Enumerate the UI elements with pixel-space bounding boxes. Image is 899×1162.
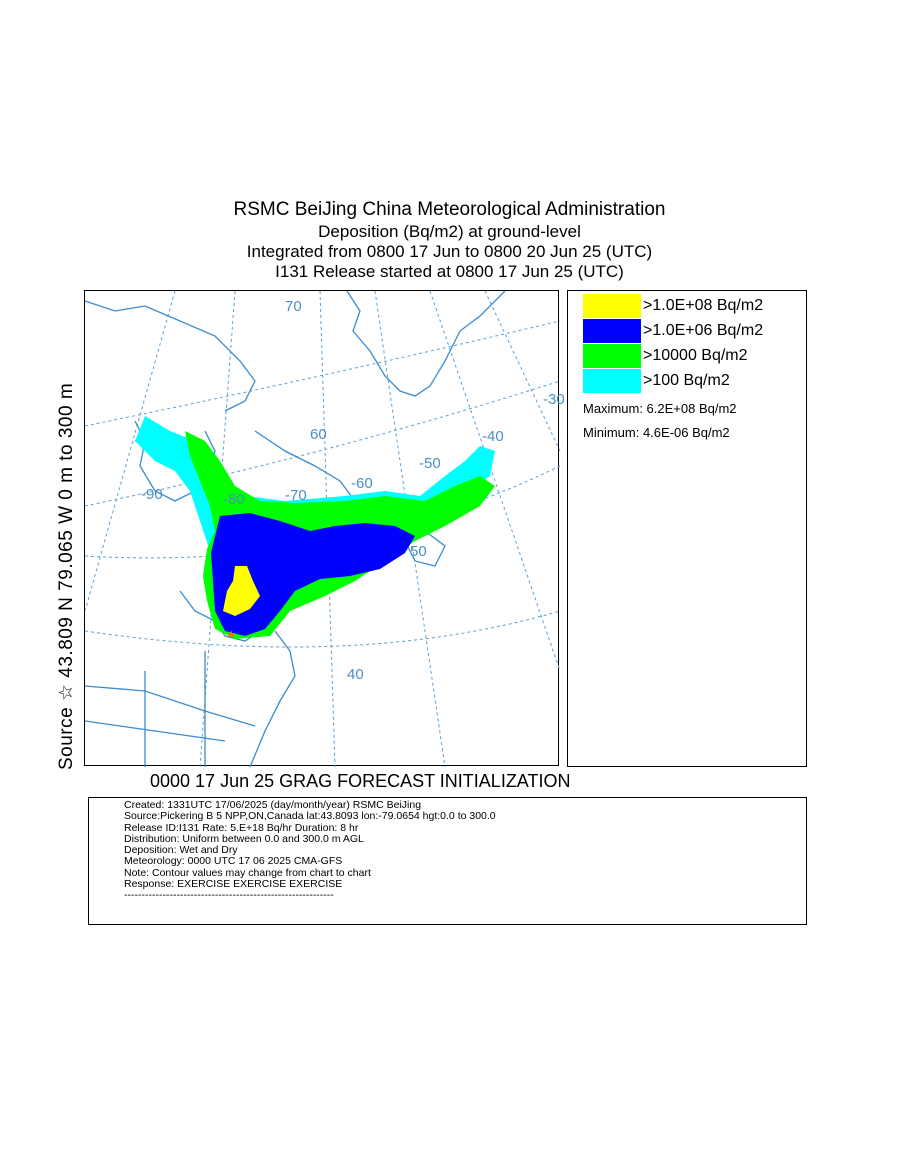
us-east-coast xyxy=(250,631,295,767)
deposition-plume xyxy=(135,416,495,639)
legend-swatch-cyan xyxy=(583,369,641,393)
lat-label-60: 60 xyxy=(310,426,327,443)
lon-line-40 xyxy=(485,291,560,451)
us-state-lines xyxy=(85,651,255,767)
lat-line-40 xyxy=(85,611,560,647)
info-source: Source:Pickering B 5 NPP,ON,Canada lat:43.8093 lon:-79.0654 hgt:0.0 to 300.0 xyxy=(124,810,496,823)
info-meteorology: Meteorology: 0000 UTC 17 06 2025 CMA-GFS xyxy=(124,855,343,868)
info-divider: ------------------------------------------------------------ xyxy=(124,889,334,902)
legend-label: >10000 Bq/m2 xyxy=(643,347,748,364)
lon-label-minus-80: -80 xyxy=(223,491,245,508)
run-info-box xyxy=(88,797,807,925)
baffin-coast xyxy=(85,301,255,411)
lat-label-40: 40 xyxy=(347,666,364,683)
legend-swatch-blue xyxy=(583,319,641,343)
lon-label-minus-30: -30 xyxy=(543,391,565,408)
lon-label-minus-40: -40 xyxy=(482,428,504,445)
maximum-value: Maximum: 6.2E+08 Bq/m2 xyxy=(583,401,737,416)
forecast-init-label: 0000 17 Jun 25 GRAG FORECAST INITIALIZATION xyxy=(150,771,571,791)
legend-label: >1.0E+08 Bq/m2 xyxy=(643,297,764,314)
legend-panel xyxy=(567,290,807,767)
lat-label-50: 50 xyxy=(410,543,427,560)
legend-label: >1.0E+06 Bq/m2 xyxy=(643,322,764,339)
legend-item-1e8 xyxy=(583,294,763,318)
lon-label-minus-90: -90 xyxy=(141,486,163,503)
info-deposition: Deposition: Wet and Dry xyxy=(124,844,238,857)
legend-item-1e6 xyxy=(583,319,763,343)
legend-swatch-green xyxy=(583,344,641,368)
legend-item-10000 xyxy=(583,344,748,368)
lon-label-minus-50: -50 xyxy=(419,455,441,472)
title-line-2: Deposition (Bq/m2) at ground-level xyxy=(318,222,581,241)
title-line-3: Integrated from 0800 17 Jun to 0800 20 Jun 25 (UTC) xyxy=(246,242,653,261)
lat-label-70: 70 xyxy=(285,298,302,315)
legend-item-100 xyxy=(583,369,730,393)
info-distribution: Distribution: Uniform between 0.0 and 300.0 m AGL xyxy=(124,832,364,845)
chart-title-block xyxy=(0,198,899,282)
map-panel xyxy=(84,290,565,766)
lat-line-70 xyxy=(85,321,560,426)
deposition-map xyxy=(85,291,565,767)
source-vertical-label: Source ☆ 43.809 N 79.065 W 0 m to 300 m xyxy=(56,382,77,770)
info-release: Release ID:I131 Rate: 5.E+18 Bq/hr Duration: 8 hr xyxy=(124,821,359,834)
legend-swatch-yellow xyxy=(583,294,641,318)
minimum-value: Minimum: 4.6E-06 Bq/m2 xyxy=(583,425,730,440)
lon-label-minus-70: -70 xyxy=(285,487,307,504)
greenland-coast xyxy=(347,291,505,396)
legend-label: >100 Bq/m2 xyxy=(643,372,730,389)
info-response: Response: EXERCISE EXERCISE EXERCISE xyxy=(124,878,343,891)
info-created: Created: 1331UTC 17/06/2025 (day/month/year) RSMC BeiJing xyxy=(124,799,422,811)
title-line-1: RSMC BeiJing China Meteorological Administration xyxy=(233,199,666,220)
title-line-4: I131 Release started at 0800 17 Jun 25 (UTC) xyxy=(275,262,624,281)
info-note: Note: Contour values may change from chart to chart xyxy=(124,866,371,879)
lon-label-minus-60: -60 xyxy=(351,475,373,492)
